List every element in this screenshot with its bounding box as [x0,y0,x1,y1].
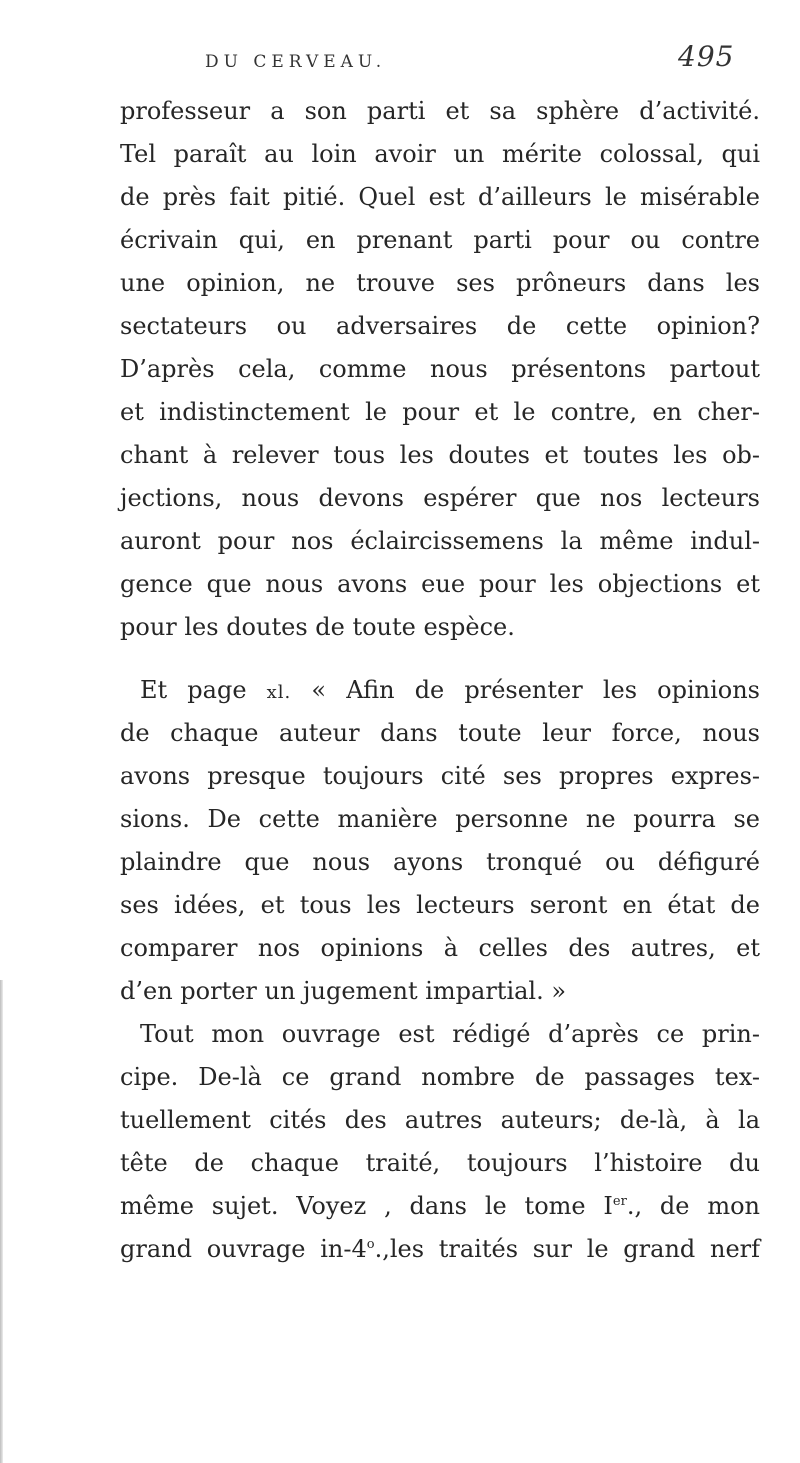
page-reference: xl. [266,682,292,703]
text-line: pour les doutes de toute espèce. [120,613,515,641]
text-line: plaindre que nous ayons tronqué ou défiguré [120,848,760,876]
page-number: 495 [678,40,735,73]
superscript: er [612,1194,627,1209]
paragraph-1 [120,90,760,649]
text-line [120,669,760,712]
text-line: Tout mon ouvrage est rédigé d’après ce prin- [140,1020,760,1048]
text-line: tête de chaque traité, toujours l’histoire du [120,1149,760,1177]
paragraph-3 [120,1013,760,1271]
text-line: de chaque auteur dans toute leur force, nous [120,719,760,747]
text-line: avons presque toujours cité ses propres expres- [120,762,760,790]
text-run: même sujet. Voyez , dans le tome I [120,1192,613,1220]
text-line: une opinion, ne trouve ses prôneurs dans les [120,269,760,297]
text-line [120,1228,760,1271]
body-text [120,90,760,1271]
text-run: Et page [140,676,267,704]
text-run: grand ouvrage in-4 [120,1235,367,1263]
text-line: ses idées, et tous les lecteurs seront en état de [120,891,760,919]
text-line: comparer nos opinions à celles des autres, et [120,934,760,962]
text-run: .,les traités sur le grand nerf [374,1235,760,1263]
text-line: sectateurs ou adversaires de cette opinion? [120,312,760,340]
text-line: professeur a son parti et sa sphère d’activité. [120,97,760,125]
text-line: cipe. De-là ce grand nombre de passages tex- [120,1063,760,1091]
text-line: auront pour nos éclaircissemens la même indul- [120,527,760,555]
text-line: tuellement cités des autres auteurs; de-là, à la [120,1106,760,1134]
text-line: sions. De cette manière personne ne pourra se [120,805,760,833]
text-line [120,1185,760,1228]
text-line: écrivain qui, en prenant parti pour ou contre [120,226,760,254]
text-run: ., de mon [626,1192,760,1220]
text-line: et indistinctement le pour et le contre, en cher- [120,398,760,426]
text-line: D’après cela, comme nous présentons partout [120,355,760,383]
text-line: gence que nous avons eue pour les objections et [120,570,760,598]
text-run: « Afin de présenter les opinions [291,676,760,704]
text-line: de près fait pitié. Quel est d’ailleurs le misérable [120,183,760,211]
text-line: d’en porter un jugement impartial. » [120,977,567,1005]
text-line: jections, nous devons espérer que nos lecteurs [120,484,760,512]
paragraph-2 [120,669,760,1013]
page-binding-edge [0,980,3,1463]
text-line: chant à relever tous les doutes et toutes les ob- [120,441,760,469]
running-title: DU CERVEAU. [205,52,387,72]
superscript: o [366,1237,375,1252]
text-line: Tel paraît au loin avoir un mérite colossal, qui [120,140,760,168]
